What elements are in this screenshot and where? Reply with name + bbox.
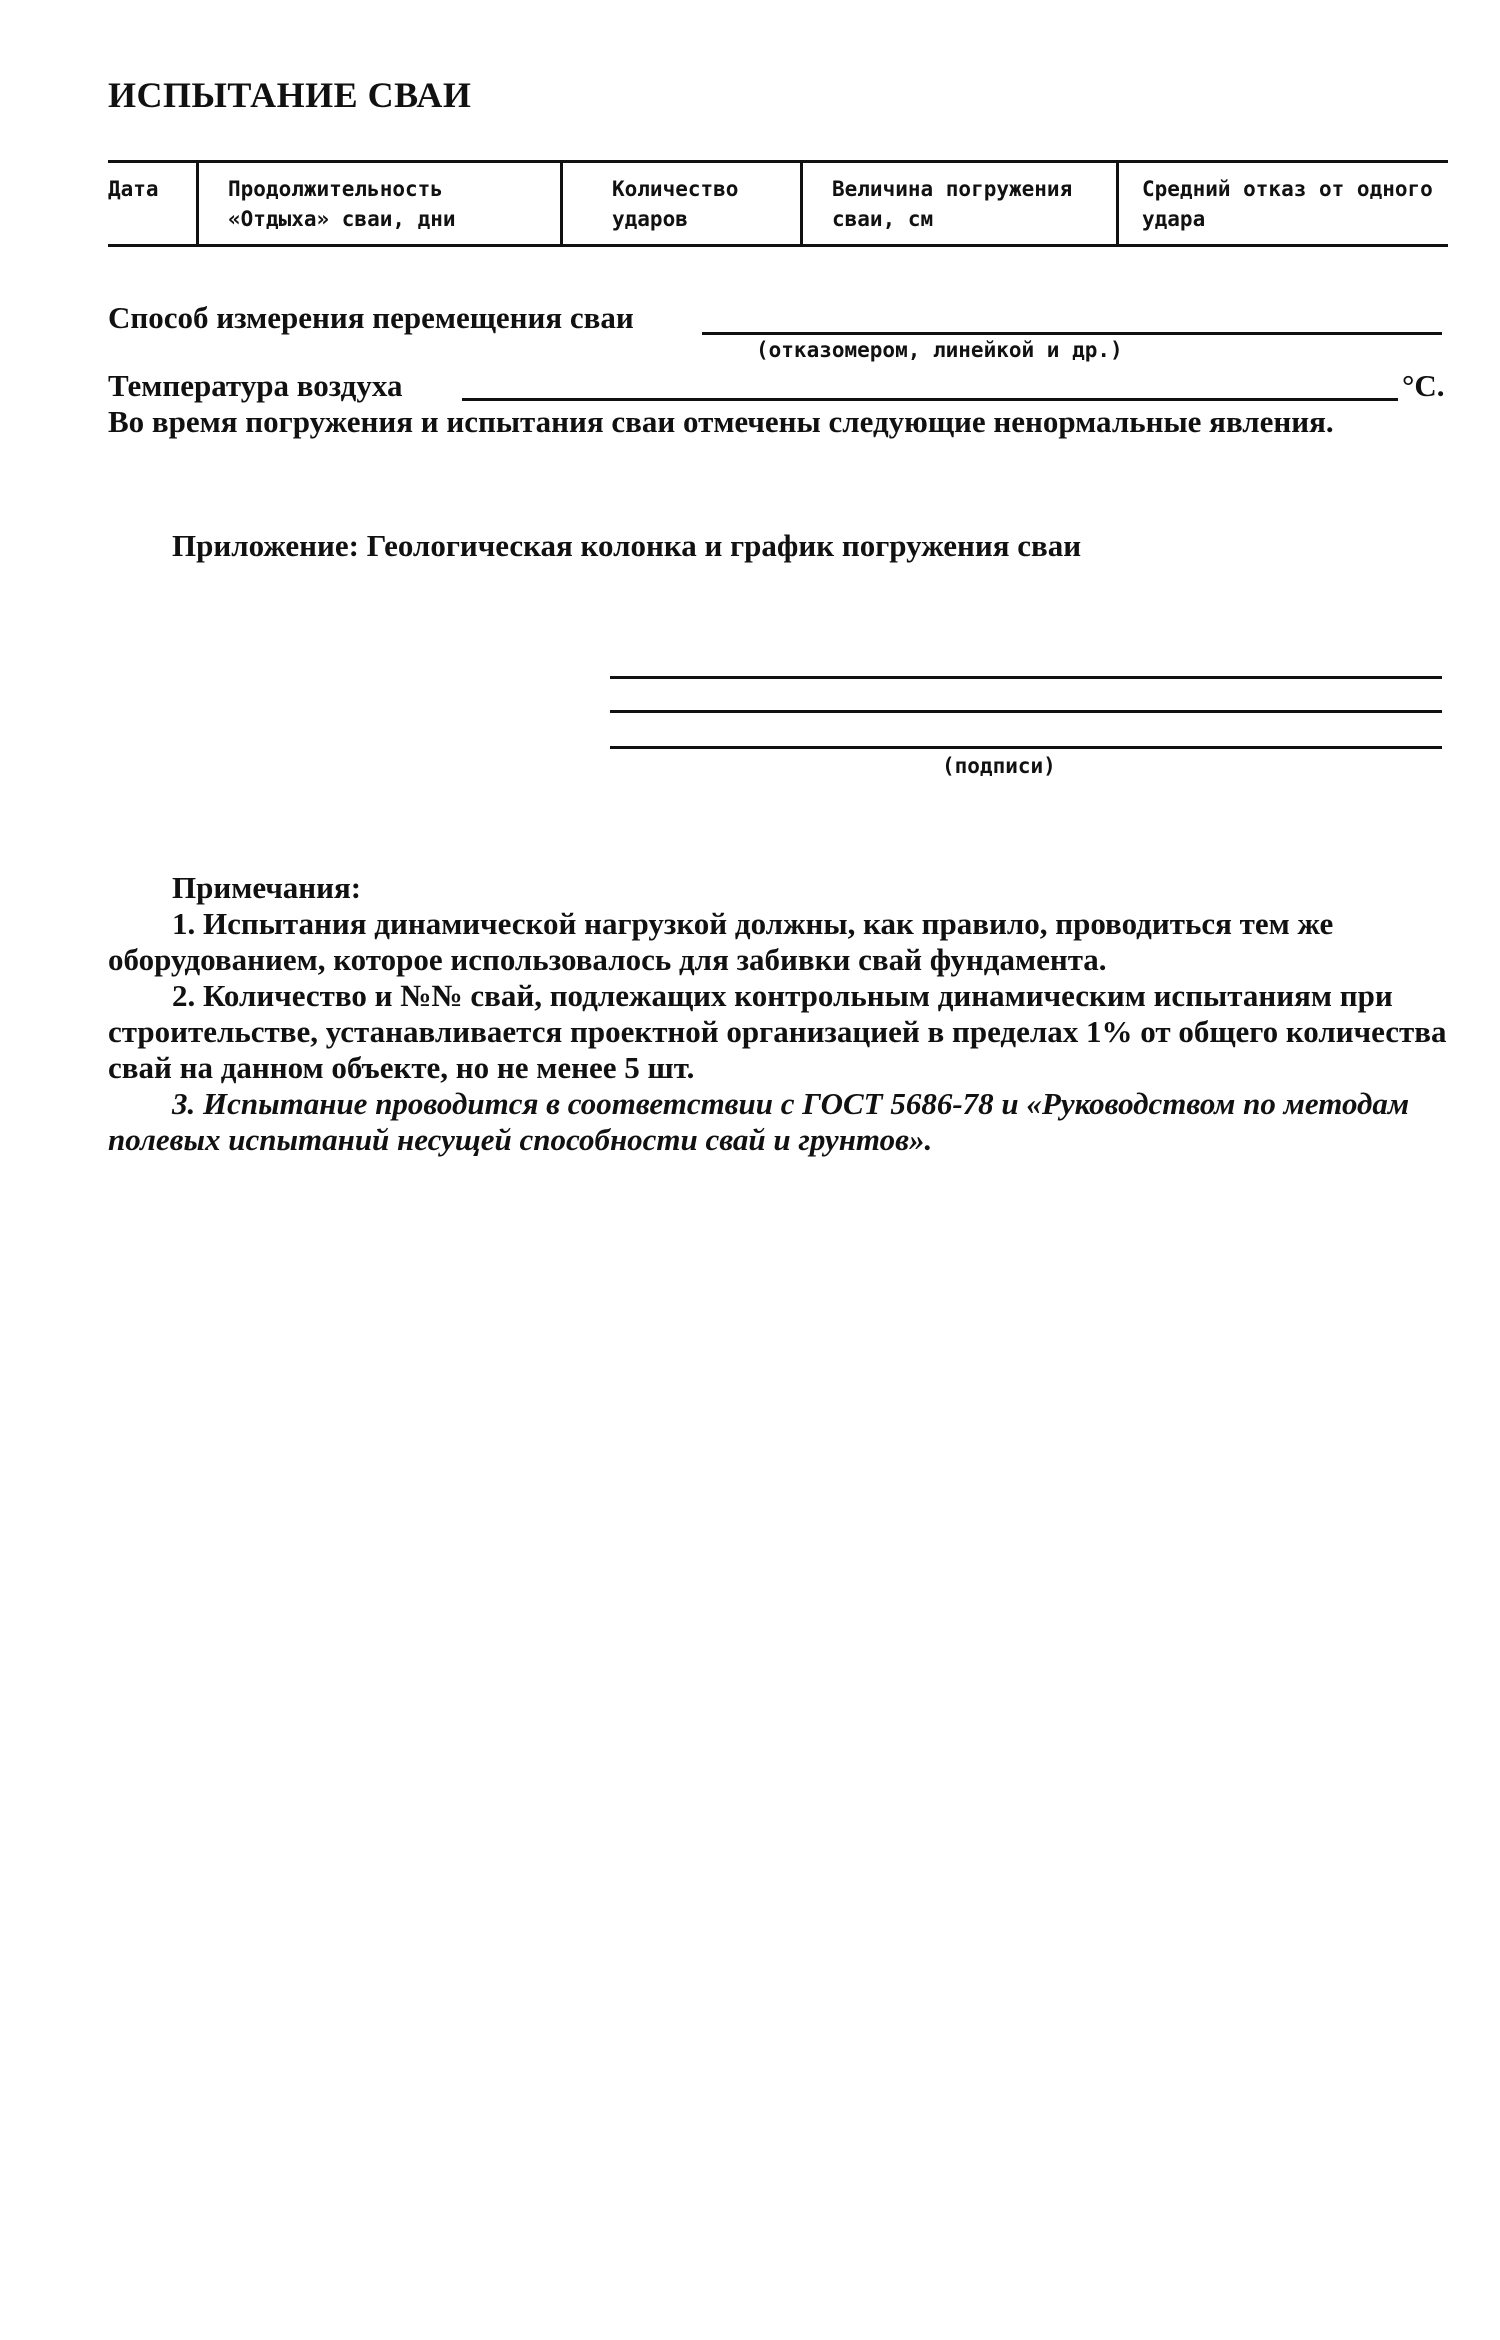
signatures-caption: (подписи): [942, 754, 1056, 778]
appendix-text: Приложение: Геологическая колонка и график погружения сваи: [172, 528, 1082, 563]
header-date: Дата: [108, 177, 159, 201]
signature-line: [610, 710, 1442, 713]
note-item: 3. Испытание проводится в соответствии с ГОСТ 5686-78 и «Руководством по методам полевых испытаний несущей способности свай и грунтов».: [108, 1086, 1410, 1157]
header-blow-count: Количество ударов: [612, 177, 739, 231]
measure-caption: (отказомером, линейкой и др.): [756, 338, 1123, 362]
table-divider: [1116, 160, 1119, 246]
signature-line: [610, 746, 1442, 749]
note-item: 2. Количество и №№ свай, подлежащих контрольным динамическим испытаниям при строительстве, устанавливается проектной организацией в пределах 1% от общего количества свай на данном объекте, но не менее 5 шт.: [108, 978, 1447, 1085]
table-top-rule: [108, 160, 1448, 163]
measure-label: Способ измерения перемещения сваи: [108, 300, 634, 335]
notes-heading: Примечания:: [172, 870, 362, 905]
signature-line: [610, 676, 1442, 679]
table-bottom-rule: [108, 244, 1448, 247]
header-penetration: Величина погружения сваи, см: [832, 177, 1073, 231]
measure-fill-line: [702, 332, 1442, 335]
note-item: 1. Испытания динамической нагрузкой должны, как правило, проводиться тем же оборудованием, которое использовалось для забивки свай фундамента.: [108, 906, 1334, 977]
temperature-label: Температура воздуха: [108, 368, 403, 403]
notes-section: [108, 870, 1448, 1158]
header-average-refusal: Средний отказ от одного удара: [1142, 177, 1433, 231]
header-rest-duration: Продолжительность «Отдыха» сваи, дни: [228, 177, 456, 231]
anomalies-text: Во время погружения и испытания сваи отмечены следующие ненормальные явления.: [108, 404, 1334, 439]
table-divider: [196, 160, 199, 246]
page-title: ИСПЫТАНИЕ СВАИ: [108, 75, 472, 115]
table-divider: [560, 160, 563, 246]
table-divider: [800, 160, 803, 246]
temperature-unit: °C.: [1402, 368, 1445, 403]
temperature-fill-line: [462, 398, 1398, 401]
